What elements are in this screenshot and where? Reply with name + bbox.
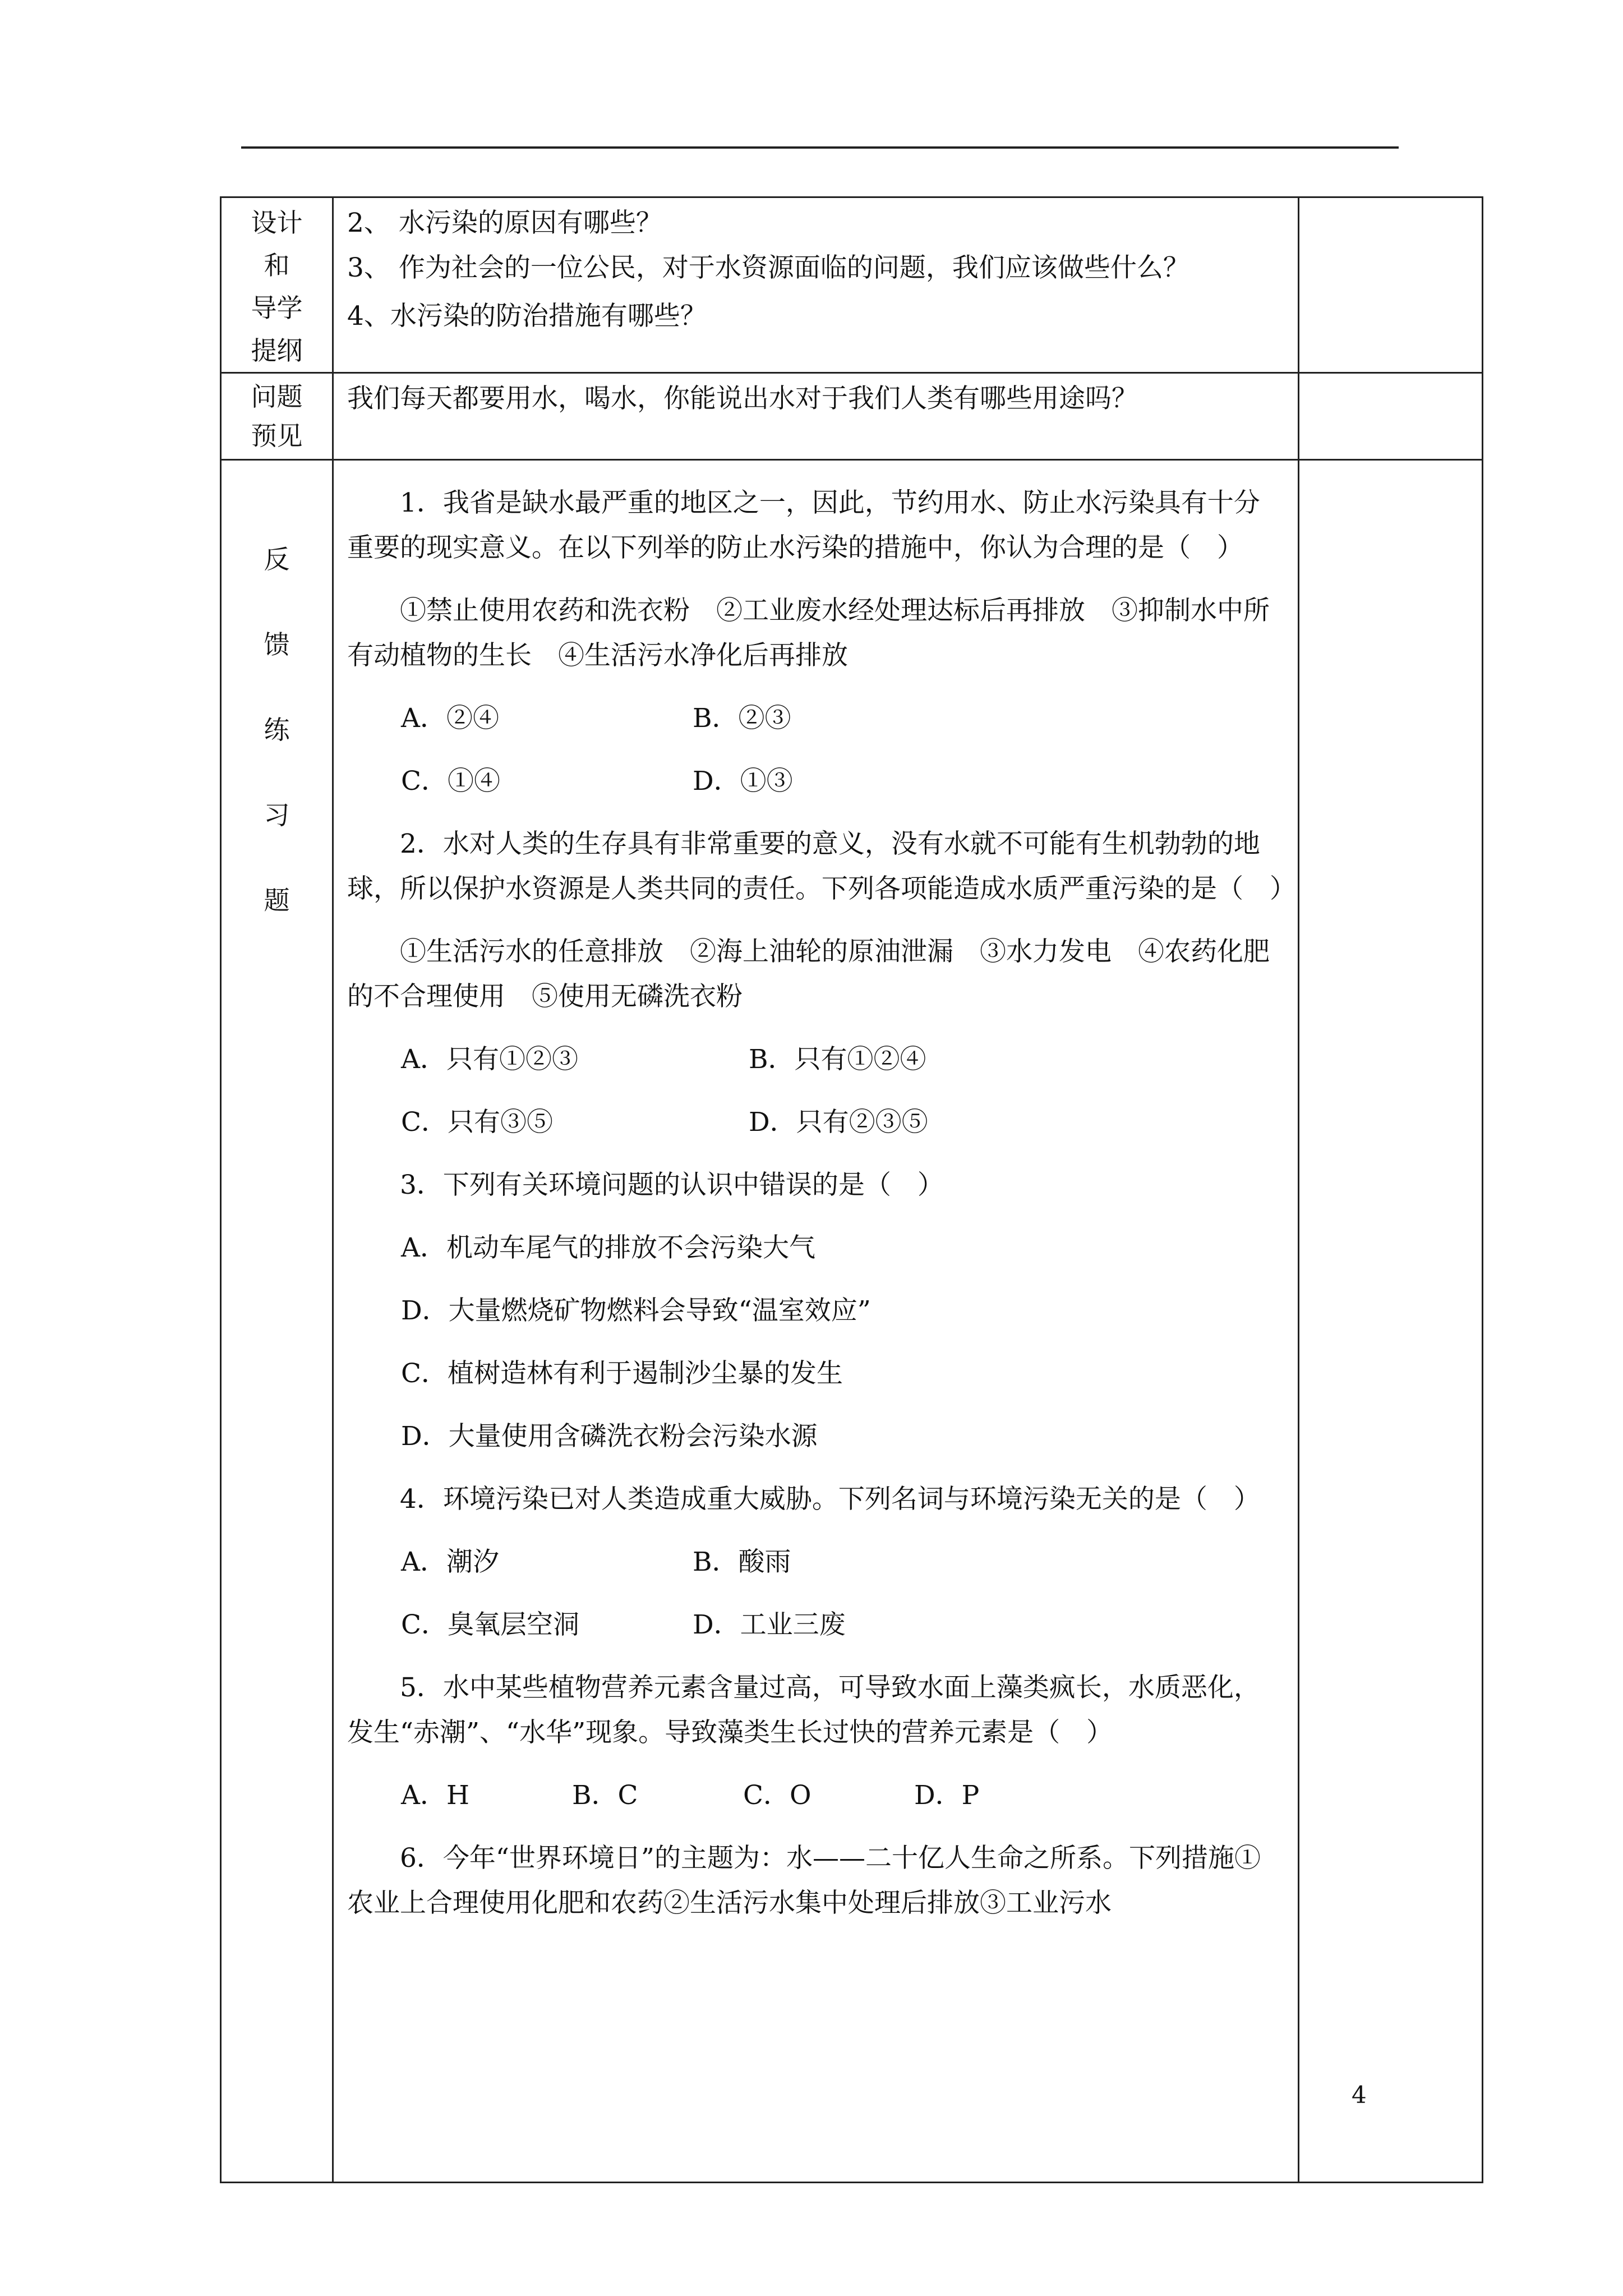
question-3-option-c: C．植树造林有利于遏制沙尘暴的发生	[401, 1358, 843, 1389]
feedback-label-char: 习	[264, 800, 290, 830]
question-2-stem: 2．水对人类的生存具有非常重要的意义，没有水就不可能有生机勃勃的地球，所以保护水资源是人类共同的责任。下列各项能造成水质严重污染的是（ ）	[347, 829, 1296, 904]
outline-content	[333, 197, 1299, 373]
outline-label	[221, 197, 333, 373]
question-6-stem: 6．今年“世界环境日”的主题为：水——二十亿人生命之所系。下列措施①农业上合理使用化肥和农药②生活污水集中处理后排放③工业污水	[347, 1843, 1261, 1918]
header-rule	[241, 146, 1399, 149]
preview-content	[333, 373, 1299, 460]
question-4-option-c: C．臭氧层空洞	[401, 1609, 579, 1640]
question-3-option-d: D．大量使用含磷洗衣粉会污染水源	[401, 1421, 818, 1452]
question-2-option-d: D．只有②③⑤	[749, 1107, 928, 1138]
outline-question: 4、水污染的防治措施有哪些？	[347, 301, 707, 332]
outline-label-line: 导学	[251, 293, 303, 323]
question-3-stem: 3．下列有关环境问题的认识中错误的是（ ）	[400, 1170, 944, 1200]
preview-label-line: 预见	[251, 421, 303, 451]
question-1-options-row	[347, 759, 1284, 804]
question-3-option-a: A．机动车尾气的排放不会污染大气	[401, 1232, 815, 1263]
question-2-option-a: A．只有①②③	[401, 1044, 578, 1075]
question-2-options-row	[347, 1037, 1284, 1082]
question-5-options-row	[347, 1773, 1284, 1818]
feedback-content	[333, 460, 1299, 2183]
preview-label-line: 问题	[251, 381, 303, 412]
preview-text: 我们每天都要用水，喝水，你能说出水对于我们人类有哪些用途吗？	[347, 383, 1138, 414]
question-4-option-a: A．潮汐	[401, 1547, 499, 1577]
question-1-stem: 1．我省是缺水最严重的地区之一，因此，节约用水、防止水污染具有十分重要的现实意义。在以下列举的防止水污染的措施中，你认为合理的是（ ）	[347, 487, 1260, 563]
lesson-table	[220, 196, 1483, 2183]
question-5-stem: 5．水中某些植物营养元素含量过高，可导致水面上藻类疯长，水质恶化，发生“赤潮”、“水华”现象。导致藻类生长过快的营养元素是（ ）	[347, 1672, 1260, 1748]
question-1-items: ①禁止使用农药和洗衣粉 ②工业废水经处理达标后再排放 ③抑制水中所有动植物的生长 ④生活污水净化后再排放	[347, 595, 1270, 671]
question-4-options-row	[347, 1603, 1284, 1648]
outline-label-line: 和	[264, 250, 290, 280]
question-2-option-b: B．只有①②④	[749, 1044, 926, 1075]
preview-row	[221, 373, 1483, 460]
question-5-option-b: B．C	[572, 1780, 638, 1811]
feedback-label	[221, 460, 333, 2183]
question-1-option-d: D．①③	[693, 766, 793, 797]
feedback-label-char: 题	[264, 885, 290, 915]
outline-question: 3、 作为社会的一位公民，对于水资源面临的问题，我们应该做些什么？	[347, 252, 1189, 283]
question-3-option-b: D．大量燃烧矿物燃料会导致“温室效应”	[401, 1295, 871, 1326]
outline-label-line: 提纲	[251, 335, 303, 366]
question-5-option-a: A．H	[401, 1780, 469, 1811]
feedback-row	[221, 460, 1483, 2183]
notes-cell	[1299, 460, 1483, 2183]
feedback-label-char: 练	[264, 715, 290, 745]
question-1-option-a: A．②④	[401, 703, 499, 734]
outline-question: 2、 水污染的原因有哪些？	[347, 208, 662, 238]
outline-label-line: 设计	[251, 208, 303, 238]
notes-cell	[1299, 373, 1483, 460]
question-2-options-row	[347, 1100, 1284, 1145]
question-4-option-b: B．酸雨	[693, 1547, 791, 1577]
feedback-label-char: 馈	[264, 629, 290, 660]
outline-row	[221, 197, 1483, 373]
question-4-stem: 4．环境污染已对人类造成重大威胁。下列名词与环境污染无关的是（ ）	[400, 1484, 1260, 1515]
question-1-option-c: C．①④	[401, 766, 500, 797]
question-5-option-c: C．O	[743, 1780, 811, 1811]
question-4-options-row	[347, 1540, 1284, 1585]
question-2-items: ①生活污水的任意排放 ②海上油轮的原油泄漏 ③水力发电 ④农药化肥的不合理使用 ⑤使用无磷洗衣粉	[347, 936, 1270, 1012]
question-5-option-d: D．P	[914, 1780, 980, 1811]
preview-label	[221, 373, 333, 460]
question-1-option-b: B．②③	[693, 703, 791, 734]
question-4-option-d: D．工业三废	[693, 1609, 846, 1640]
page-number: 4	[1352, 2081, 1367, 2109]
feedback-label-char: 反	[264, 544, 290, 574]
notes-cell	[1299, 197, 1483, 373]
question-1-options-row	[347, 696, 1284, 741]
question-2-option-c: C．只有③⑤	[401, 1107, 553, 1138]
